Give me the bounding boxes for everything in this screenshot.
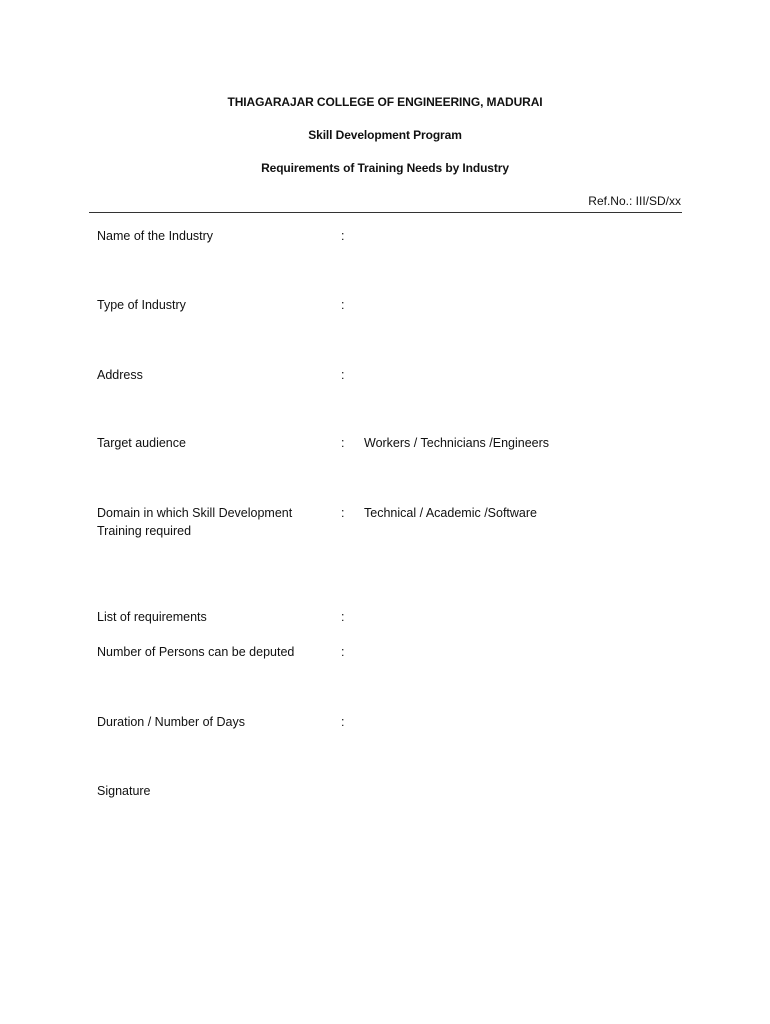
- field-label-line-2: Training required: [97, 524, 192, 538]
- field-label: Name of the Industry: [97, 229, 214, 243]
- field-label: List of requirements: [97, 610, 207, 624]
- field-label: [97, 504, 327, 540]
- field-label: Duration / Number of Days: [97, 715, 245, 729]
- field-value: Technical / Academic /Software: [364, 506, 537, 520]
- field-label: Target audience: [97, 436, 186, 450]
- field-label: Number of Persons can be deputed: [97, 645, 295, 659]
- signature-label: Signature: [97, 784, 151, 798]
- reference-number: Ref.No.: III/SD/xx: [588, 194, 681, 208]
- program-heading: Skill Development Program: [308, 128, 462, 142]
- field-colon: :: [341, 715, 345, 729]
- field-colon: :: [341, 229, 345, 243]
- field-colon: :: [341, 436, 345, 450]
- field-colon: :: [341, 368, 345, 382]
- header-divider: [89, 212, 682, 213]
- form-title-heading: Requirements of Training Needs by Industry: [261, 161, 509, 175]
- college-name-heading: THIAGARAJAR COLLEGE OF ENGINEERING, MADURAI: [227, 95, 543, 109]
- field-colon: :: [341, 298, 345, 312]
- field-colon: :: [341, 506, 345, 520]
- field-colon: :: [341, 610, 345, 624]
- field-colon: :: [341, 645, 345, 659]
- field-label: Type of Industry: [97, 298, 186, 312]
- field-value: Workers / Technicians /Engineers: [364, 436, 550, 450]
- field-label-line-1: Domain in which Skill Development: [97, 506, 293, 520]
- field-label: Address: [97, 368, 143, 382]
